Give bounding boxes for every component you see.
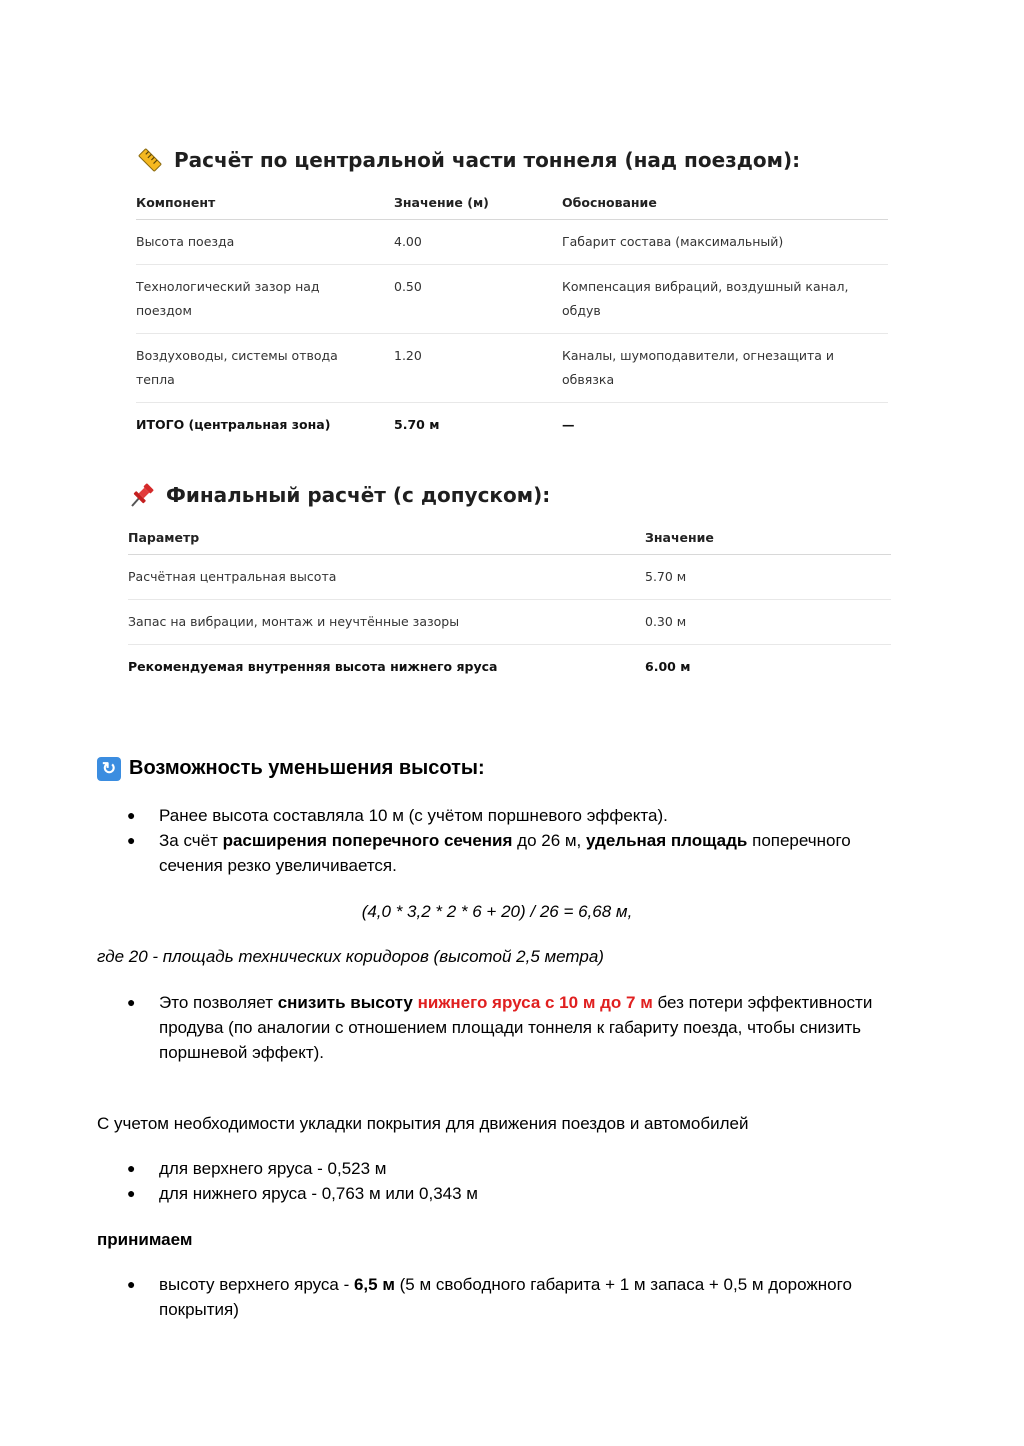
table-header-row (136, 195, 888, 220)
list-item (97, 1272, 897, 1322)
text-fragment: до 26 м, (512, 831, 587, 850)
central-calc-table (136, 195, 888, 447)
bold-fragment: удельная площадь (586, 831, 748, 850)
arrows-cycle-icon: ↻ (97, 757, 121, 781)
column-header: Параметр (128, 530, 645, 555)
table-cell: — (562, 417, 575, 432)
table-cell: 4.00 (394, 220, 562, 265)
table-row (136, 220, 888, 265)
table-cell: 5.70 м (394, 417, 440, 432)
table-cell: Компенсация вибраций, воздушный канал, обдув (562, 265, 888, 334)
final-calc-screenshot (128, 481, 898, 689)
central-calc-heading (136, 146, 896, 174)
table-row (136, 265, 888, 334)
list-item (97, 1181, 897, 1206)
list-item-text: для верхнего яруса - 0,523 м (159, 1159, 387, 1178)
list-item (97, 828, 897, 878)
bullet-list-1 (97, 803, 897, 878)
final-calc-heading (128, 481, 898, 509)
bold-fragment: расширения поперечного сечения (222, 831, 513, 850)
bullet-icon: ● (127, 832, 136, 848)
table-header-row (128, 530, 891, 555)
list-item-text: для нижнего яруса - 0,763 м или 0,343 м (159, 1184, 478, 1203)
list-item-text: Ранее высота составляла 10 м (с учётом поршневого эффекта). (159, 806, 668, 825)
pushpin-icon (128, 481, 156, 509)
bold-fragment: снизить высоту (277, 993, 418, 1012)
table-cell: ИТОГО (центральная зона) (136, 417, 331, 432)
text-fragment: без потери эффективности продува (по аналогии с отношением площади тоннеля к габариту поезда, чтобы снизить поршневой эффект). (159, 993, 873, 1062)
bullet-list-3 (97, 1156, 897, 1206)
formula: (4,0 * 3,2 * 2 * 6 + 20) / 26 = 6,68 м, (361, 902, 633, 921)
bullet-icon: ● (127, 1276, 136, 1292)
final-calc-table (128, 530, 891, 689)
table-cell: 0.50 (394, 265, 562, 334)
table-cell: 6.00 м (645, 659, 691, 674)
text-fragment: За счёт (159, 831, 223, 850)
central-calc-title: Расчёт по центральной части тоннеля (над поездом): (174, 148, 801, 172)
table-cell: Воздуховоды, системы отвода тепла (136, 334, 394, 403)
list-item (97, 990, 897, 1065)
bold-fragment: 6,5 м (353, 1275, 395, 1294)
red-bold-fragment: нижнего яруса с 10 м до 7 м (417, 993, 653, 1012)
table-row (128, 600, 891, 645)
paragraph: С учетом необходимости укладки покрытия для движения поездов и автомобилей (97, 1114, 749, 1133)
bullet-icon: ● (127, 994, 136, 1010)
table-total-row (128, 645, 891, 690)
column-header: Значение (645, 530, 891, 555)
bullet-list-2 (97, 990, 897, 1065)
section-heading-text: Возможность уменьшения высоты: (129, 757, 485, 779)
table-row (128, 555, 891, 600)
list-item (97, 1156, 897, 1181)
text-fragment: (5 м свободного габарита + 1 м запаса + 0,5 м дорожного покрытия) (159, 1275, 852, 1319)
list-item (97, 803, 897, 828)
bullet-icon: ● (127, 807, 136, 823)
text-fragment: поперечного сечения резко увеличивается. (159, 831, 851, 875)
table-cell: 1.20 (394, 334, 562, 403)
table-cell: Запас на вибрации, монтаж и неучтённые зазоры (128, 600, 645, 645)
section-heading (97, 756, 897, 781)
final-calc-title: Финальный расчёт (с допуском): (166, 483, 551, 507)
table-cell: Высота поезда (136, 220, 394, 265)
table-cell: Каналы, шумоподавители, огнезащита и обвязка (562, 334, 888, 403)
text-fragment: высоту верхнего яруса - (159, 1275, 354, 1294)
table-cell: 0.30 м (645, 600, 891, 645)
ruler-icon (136, 146, 164, 174)
table-cell: Габарит состава (максимальный) (562, 220, 888, 265)
formula-note: где 20 - площадь технических коридоров (высотой 2,5 метра) (97, 947, 604, 966)
central-calc-screenshot (136, 146, 896, 447)
text-fragment: Это позволяет (159, 993, 278, 1012)
bullet-list-4 (97, 1272, 897, 1322)
table-row (136, 334, 888, 403)
column-header: Компонент (136, 195, 394, 220)
table-total-row (136, 403, 888, 448)
table-cell: 5.70 м (645, 555, 891, 600)
table-cell: Рекомендуемая внутренняя высота нижнего яруса (128, 659, 498, 674)
column-header: Значение (м) (394, 195, 562, 220)
column-header: Обоснование (562, 195, 888, 220)
table-cell: Расчётная центральная высота (128, 555, 645, 600)
bullet-icon: ● (127, 1160, 136, 1176)
bullet-icon: ● (127, 1185, 136, 1201)
accept-label: принимаем (97, 1230, 193, 1249)
table-cell: Технологический зазор над поездом (136, 265, 394, 334)
